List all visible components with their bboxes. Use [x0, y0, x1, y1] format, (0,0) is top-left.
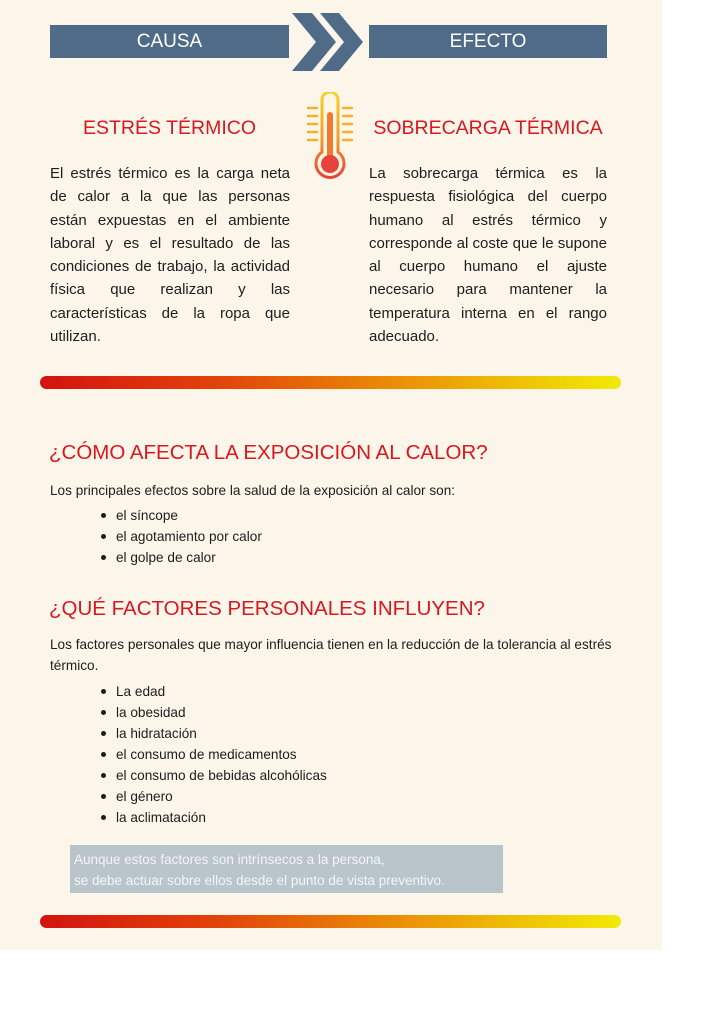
list-item: La edad [96, 681, 327, 702]
list-item: el género [96, 786, 327, 807]
list-item: la hidratación [96, 723, 327, 744]
estres-termico-title: ESTRÉS TÉRMICO [83, 117, 256, 139]
section-factores-title: ¿QUÉ FACTORES PERSONALES INFLUYEN? [49, 597, 485, 620]
preventive-note [70, 845, 503, 893]
estres-termico-text: El estrés térmico es la carga neta de calor a la que las personas están expuestas en el ambiente laboral y es el resultado de las condiciones de trabajo, la actividad física que realizan y las características de la ropa que utilizan. [50, 165, 290, 346]
factors-list [96, 681, 327, 828]
double-chevron-right-icon [290, 13, 365, 71]
gradient-divider-top [40, 376, 621, 389]
list-item: la aclimatación [96, 807, 327, 828]
section-exposicion-intro: Los principales efectos sobre la salud de la exposición al calor son: [50, 483, 456, 498]
list-item: el síncope [96, 505, 262, 526]
section-factores-intro: Los factores personales que mayor influencia tienen en la reducción de la tolerancia al estrés térmico. [50, 637, 612, 673]
section-exposicion-title: ¿CÓMO AFECTA LA EXPOSICIÓN AL CALOR? [49, 441, 488, 464]
list-item: la obesidad [96, 702, 327, 723]
sobrecarga-termica-text: La sobrecarga térmica es la respuesta fisiológica del cuerpo humano al estrés térmico y corresponde al coste que le supone al cuerpo humano el ajuste necesario para mantener la temperatura interna en el rango adecuado. [369, 165, 607, 346]
effects-list [96, 505, 262, 568]
efecto-banner: EFECTO [369, 25, 607, 58]
list-item: el agotamiento por calor [96, 526, 262, 547]
causa-banner: CAUSA [50, 25, 289, 58]
list-item: el consumo de medicamentos [96, 744, 327, 765]
list-item: el golpe de calor [96, 547, 262, 568]
thermometer-icon [300, 92, 360, 184]
note-line-2: se debe actuar sobre ellos desde el punto de vista preventivo. [74, 873, 445, 888]
note-line-1: Aunque estos factores son intrínsecos a la persona, [74, 852, 385, 867]
sobrecarga-termica-title: SOBRECARGA TÉRMICA [373, 117, 603, 139]
list-item: el consumo de bebidas alcohólicas [96, 765, 327, 786]
gradient-divider-bottom [40, 915, 621, 928]
